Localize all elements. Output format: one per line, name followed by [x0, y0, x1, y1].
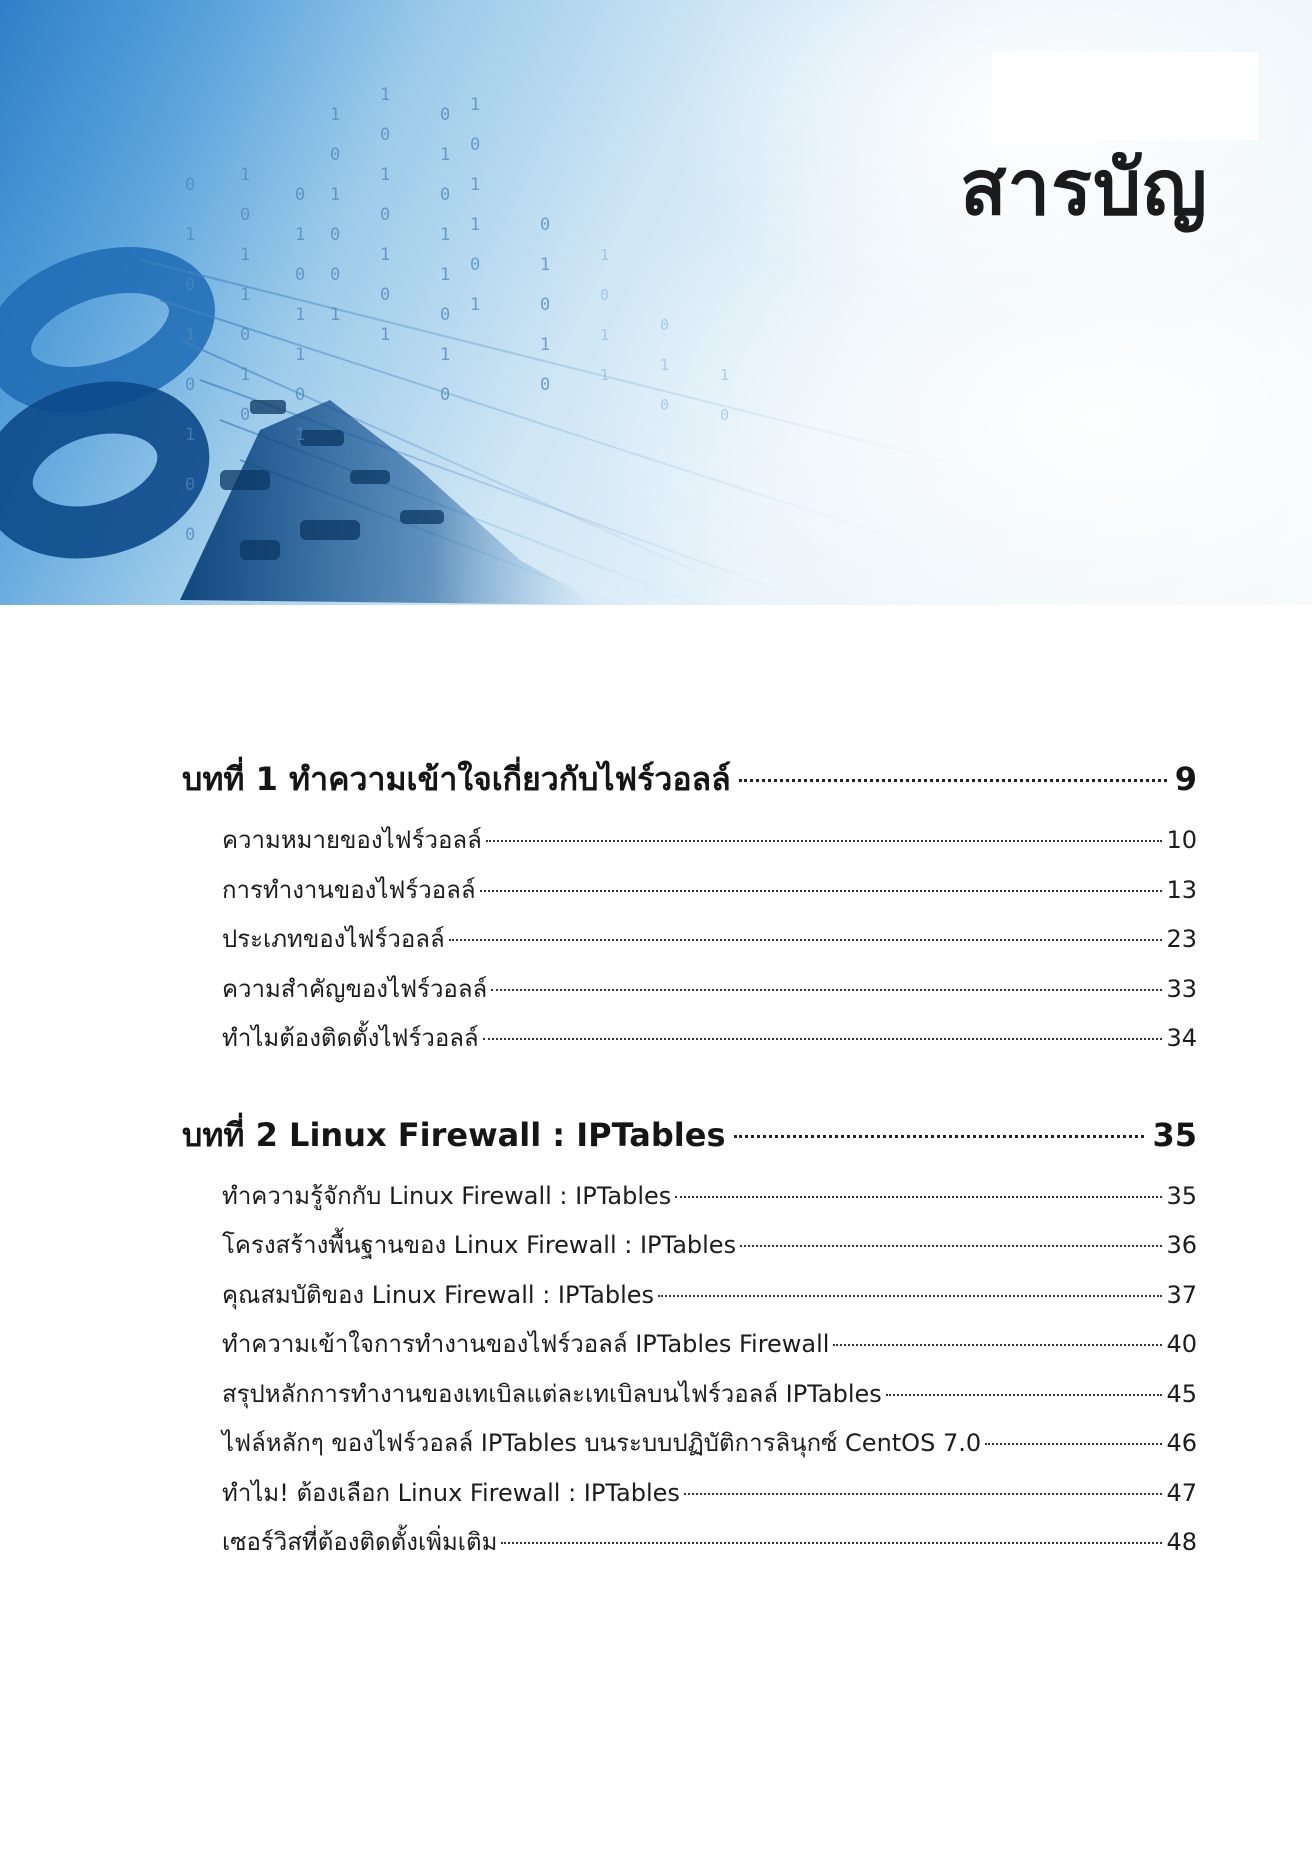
svg-text:1: 1 [720, 366, 730, 384]
svg-text:1: 1 [185, 425, 196, 445]
page-title: สารบัญ [960, 143, 1208, 232]
dot-leader [480, 890, 1163, 892]
section-entry[interactable] [222, 816, 1197, 866]
svg-text:0: 0 [330, 265, 341, 285]
section-page-number: 10 [1166, 826, 1197, 854]
svg-text:0: 0 [185, 375, 196, 395]
svg-text:0: 0 [440, 105, 451, 125]
section-title: ประเภทของไฟร์วอลล์ [222, 925, 445, 953]
section-page-number: 23 [1166, 925, 1197, 953]
svg-text:1: 1 [295, 305, 306, 325]
section-page-number: 46 [1166, 1429, 1197, 1457]
svg-text:1: 1 [240, 245, 251, 265]
dot-leader [740, 1245, 1162, 1247]
section-title: ไฟล์หลักๆ ของไฟร์วอลล์ IPTables บนระบบปฏิบัติการลินุกซ์ CentOS 7.0 [222, 1429, 982, 1457]
svg-text:0: 0 [380, 285, 391, 305]
section-title: เซอร์วิสที่ต้องติดตั้งเพิ่มเติม [222, 1528, 498, 1556]
dot-leader [658, 1295, 1162, 1297]
chapter-title: บทที่ 2 Linux Firewall : IPTables [182, 1115, 726, 1154]
svg-text:1: 1 [295, 225, 306, 245]
svg-text:1: 1 [470, 175, 481, 195]
svg-text:0: 0 [470, 255, 481, 275]
svg-text:1: 1 [440, 145, 451, 165]
dot-leader [684, 1493, 1163, 1495]
section-title: โครงสร้างพื้นฐานของ Linux Firewall : IPTables [222, 1231, 737, 1259]
section-entry[interactable] [222, 965, 1197, 1015]
section-page-number: 47 [1166, 1478, 1197, 1507]
svg-text:0: 0 [240, 405, 251, 425]
svg-text:1: 1 [185, 225, 196, 245]
svg-text:0: 0 [185, 525, 196, 545]
section-page-number: 40 [1166, 1330, 1197, 1358]
svg-text:0: 0 [470, 135, 481, 155]
svg-text:1: 1 [380, 325, 391, 345]
svg-text:1: 1 [330, 105, 341, 125]
chapter-page-number: 35 [1152, 1115, 1197, 1154]
section-entry[interactable] [222, 1518, 1197, 1568]
svg-text:1: 1 [330, 305, 341, 325]
section-page-number: 34 [1166, 1024, 1197, 1052]
svg-text:1: 1 [330, 185, 341, 205]
section-title: ทำความเข้าใจการทำงานของไฟร์วอลล์ IPTables Firewall [222, 1330, 830, 1358]
dot-leader [675, 1196, 1162, 1198]
svg-text:1: 1 [380, 245, 391, 265]
chapter-sections [222, 1172, 1197, 1568]
chapter-gap [182, 1064, 1197, 1104]
svg-text:1: 1 [600, 246, 610, 264]
svg-text:0: 0 [240, 325, 251, 345]
section-page-number: 37 [1166, 1280, 1197, 1309]
section-entry[interactable] [222, 1320, 1197, 1370]
svg-text:0: 0 [660, 396, 670, 414]
chapter-entry[interactable] [182, 1104, 1197, 1166]
svg-text:1: 1 [240, 165, 251, 185]
dot-leader [886, 1394, 1163, 1396]
svg-text:1: 1 [295, 425, 306, 445]
svg-text:0: 0 [600, 286, 610, 304]
dot-leader [734, 1135, 1145, 1138]
svg-text:1: 1 [470, 295, 481, 315]
section-page-number: 35 [1166, 1181, 1197, 1210]
svg-text:0: 0 [185, 275, 196, 295]
svg-text:0: 0 [240, 205, 251, 225]
section-title: คุณสมบัติของ Linux Firewall : IPTables [222, 1280, 655, 1309]
svg-text:0: 0 [540, 215, 551, 235]
svg-text:1: 1 [600, 366, 610, 384]
section-entry[interactable] [222, 866, 1197, 916]
section-entry[interactable] [222, 1469, 1197, 1519]
table-of-contents [182, 748, 1197, 1568]
svg-text:1: 1 [600, 326, 610, 344]
section-entry[interactable] [222, 915, 1197, 965]
dot-leader [449, 939, 1163, 941]
svg-text:1: 1 [380, 85, 391, 105]
section-entry[interactable] [222, 1014, 1197, 1064]
section-entry[interactable] [222, 1271, 1197, 1321]
dot-leader [833, 1344, 1162, 1346]
svg-text:0: 0 [540, 375, 551, 395]
section-title: ทำไม! ต้องเลือก Linux Firewall : IPTables [222, 1478, 680, 1507]
svg-text:1: 1 [540, 255, 551, 275]
section-title: สรุปหลักการทำงานของเทเบิลแต่ละเทเบิลบนไฟร์วอลล์ IPTables [222, 1379, 882, 1408]
svg-text:0: 0 [540, 295, 551, 315]
dot-leader [501, 1542, 1162, 1544]
section-page-number: 33 [1166, 974, 1197, 1003]
section-title: ความสำคัญของไฟร์วอลล์ [222, 974, 488, 1003]
svg-text:1: 1 [540, 335, 551, 355]
svg-text:0: 0 [440, 185, 451, 205]
svg-text:0: 0 [295, 185, 306, 205]
chapter-sections [222, 816, 1197, 1064]
section-page-number: 48 [1166, 1528, 1197, 1556]
svg-text:0: 0 [380, 205, 391, 225]
section-entry[interactable] [222, 1221, 1197, 1271]
svg-text:1: 1 [470, 95, 481, 115]
svg-text:0: 0 [295, 265, 306, 285]
svg-text:0: 0 [660, 316, 670, 334]
svg-text:0: 0 [440, 305, 451, 325]
chapter-title: บทที่ 1 ทำความเข้าใจเกี่ยวกับไฟร์วอลล์ [182, 760, 731, 798]
svg-text:0: 0 [295, 385, 306, 405]
section-entry[interactable] [222, 1172, 1197, 1222]
svg-text:0: 0 [720, 406, 730, 424]
chapter-entry[interactable] [182, 748, 1197, 810]
svg-text:0: 0 [185, 475, 196, 495]
svg-text:1: 1 [185, 325, 196, 345]
svg-text:0: 0 [185, 175, 196, 195]
dot-leader [483, 1038, 1163, 1040]
svg-text:1: 1 [470, 215, 481, 235]
dot-leader [486, 840, 1163, 842]
dot-leader [739, 779, 1167, 782]
section-page-number: 13 [1166, 875, 1197, 904]
svg-text:1: 1 [440, 345, 451, 365]
section-entry[interactable] [222, 1370, 1197, 1420]
section-title: ทำไมต้องติดตั้งไฟร์วอลล์ [222, 1024, 479, 1052]
svg-text:1: 1 [380, 165, 391, 185]
section-title: ความหมายของไฟร์วอลล์ [222, 826, 482, 854]
chapter-page-number: 9 [1174, 760, 1197, 798]
section-title: ทำความรู้จักกับ Linux Firewall : IPTables [222, 1181, 672, 1210]
svg-text:1: 1 [295, 345, 306, 365]
svg-text:0: 0 [380, 125, 391, 145]
dot-leader [491, 989, 1162, 991]
svg-text:1: 1 [440, 265, 451, 285]
header-white-patch [992, 52, 1258, 140]
svg-text:1: 1 [240, 365, 251, 385]
svg-text:1: 1 [440, 225, 451, 245]
section-page-number: 45 [1166, 1379, 1197, 1408]
dot-leader [985, 1443, 1162, 1445]
svg-text:0: 0 [440, 385, 451, 405]
header-banner [0, 0, 1312, 605]
svg-text:0: 0 [330, 225, 341, 245]
section-title: การทำงานของไฟร์วอลล์ [222, 875, 476, 904]
svg-text:1: 1 [240, 285, 251, 305]
svg-text:1: 1 [660, 356, 670, 374]
section-entry[interactable] [222, 1419, 1197, 1469]
section-page-number: 36 [1166, 1231, 1197, 1259]
svg-text:0: 0 [330, 145, 341, 165]
